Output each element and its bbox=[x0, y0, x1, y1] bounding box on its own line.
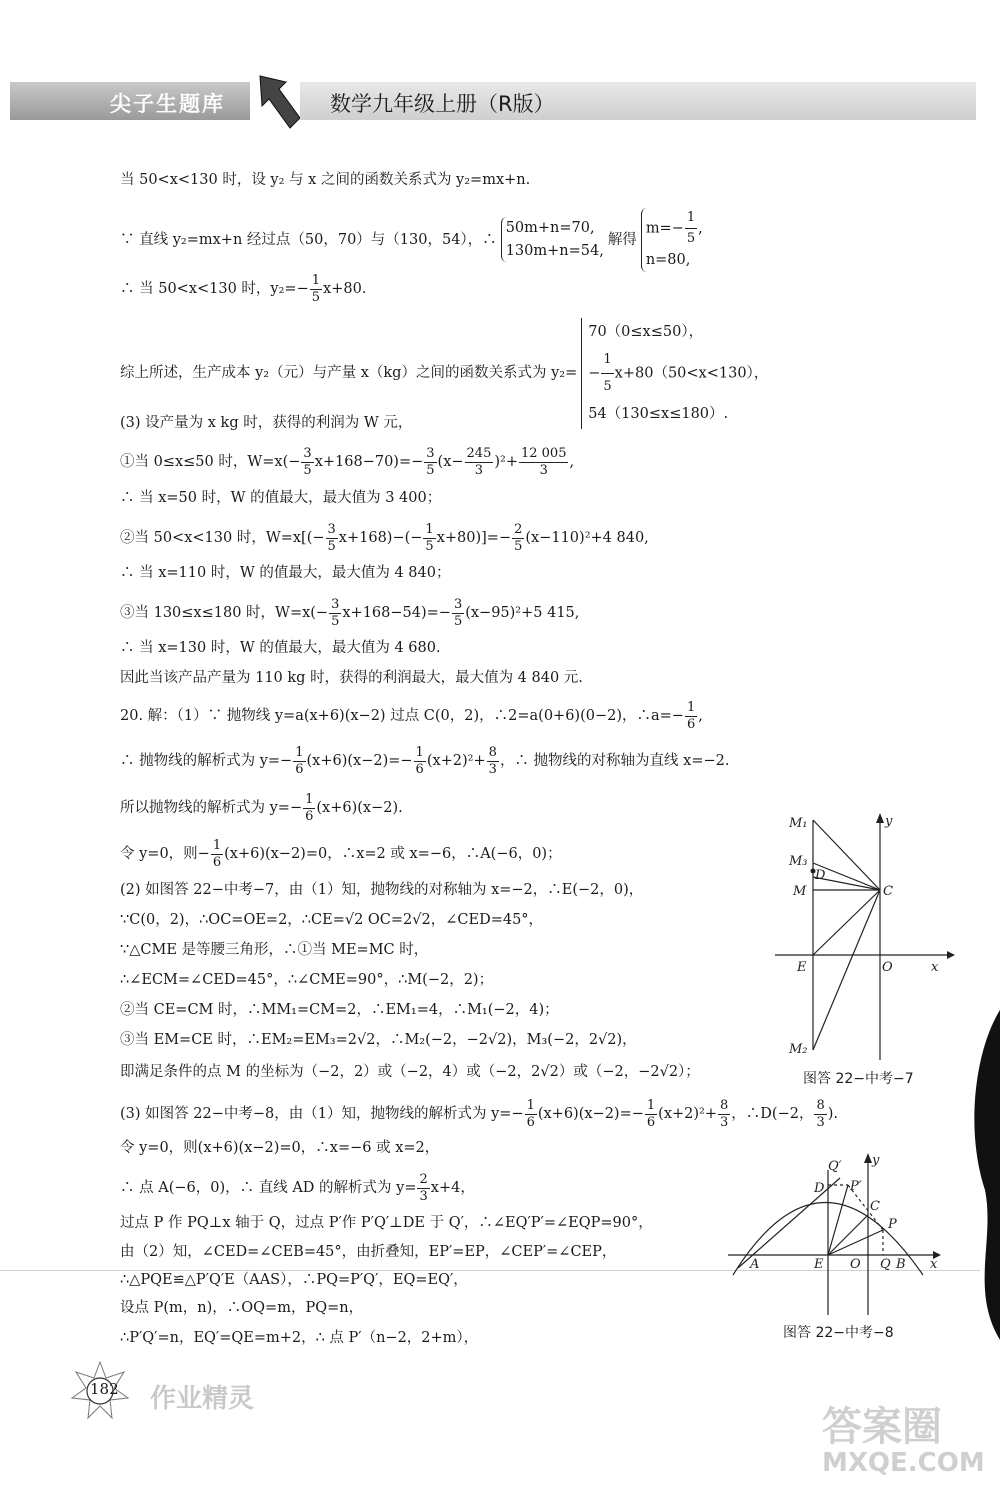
label-x: x bbox=[930, 1257, 938, 1272]
equation-system: 50m+n=70, 130m+n=54, bbox=[501, 217, 604, 262]
label-m3: M₃ bbox=[789, 854, 808, 869]
figure-22-7 bbox=[775, 805, 955, 1065]
text-line: 设点 P(m，n)，∴OQ=m，PQ=n， bbox=[120, 1300, 364, 1316]
text-line: ∴∠ECM=∠CED=45°，∴∠CME=90°，∴M(−2，2)； bbox=[120, 972, 494, 988]
label-q-prime: Q′ bbox=[828, 1159, 842, 1174]
text-line: 因此当该产品产量为 110 kg 时，获得的利润最大，最大值为 4 840 元. bbox=[120, 670, 583, 686]
scan-shadow bbox=[955, 1010, 1000, 1340]
text-line: ∵△CME 是等腰三角形，∴①当 ME=MC 时， bbox=[120, 942, 429, 958]
label-b: B bbox=[896, 1257, 906, 1272]
watermark-logo: 答案圈 bbox=[822, 1404, 942, 1450]
figure-22-8 bbox=[728, 1150, 950, 1320]
label-q: Q bbox=[880, 1257, 891, 1272]
label-a: A bbox=[750, 1257, 760, 1272]
text-line: ∴ 当 50<x<130 时，y₂=− $\frac{1}{5}$ x+80. bbox=[120, 273, 367, 305]
piecewise-function: 70（0≤x≤50）， − $\frac{1}{5}$ x+80（50<x<130）， 54（130≤x≤180）. bbox=[581, 318, 768, 429]
text-line: ∵ 直线 y₂=mx+n 经过点（50，70）与（130，54），∴ 50m+n=70, 130m+n=54, 解得 m=− $\frac{1}{5}$ , n=80, bbox=[120, 208, 707, 272]
text-line: 综上所述，生产成本 y₂（元）与产量 x（kg）之间的函数关系式为 y₂= 70（0≤x≤50）， − $\frac{1}{5}$ x+80（50<x<130）， 54（130≤x≤180）. bbox=[120, 318, 768, 429]
page-header bbox=[0, 74, 1000, 144]
watermark-url: MXQE.COM bbox=[822, 1448, 985, 1478]
arrow-icon bbox=[252, 74, 302, 130]
text-line: 所以抛物线的解析式为 y=− $\frac{1}{6}$ (x+6)(x−2). bbox=[120, 792, 403, 824]
footer-brand: 作业精灵 bbox=[150, 1384, 255, 1414]
label-y: y bbox=[885, 814, 893, 829]
figure-8-caption: 图答 22−中考−8 bbox=[783, 1325, 894, 1341]
label-p: P bbox=[888, 1217, 897, 1232]
text-line: 20. 解：（1）∵ 抛物线 y=a(x+6)(x−2) 过点 C(0，2)，∴2=a(0+6)(0−2)，∴a=− $\frac{1}{6}$ , bbox=[120, 700, 703, 732]
label-d: D bbox=[815, 868, 826, 883]
text-line: ∴△PQE≌△P′Q′E（AAS），∴PQ=P′Q′，EQ=EQ′， bbox=[120, 1272, 468, 1288]
text-line: ∴ 当 x=50 时，W 的值最大，最大值为 3 400； bbox=[120, 490, 442, 506]
text-line: ②当 CE=CM 时，∴MM₁=CM=2，∴EM₁=4，∴M₁(−2，4)； bbox=[120, 1002, 559, 1018]
text-line: ∴ 抛物线的解析式为 y=− $\frac{1}{6}$ (x+6)(x−2)=− $\frac{1}{6}$ (x+2)²+ $\frac{8}{3}$ ，∴ 抛物线的对称轴为直线 x=−2. bbox=[120, 745, 730, 777]
header-series-title: 尖子生题库 bbox=[110, 92, 225, 116]
text-line: (3) 如图答 22−中考−8，由（1）知，抛物线的解析式为 y=− $\frac{1}{6}$ (x+6)(x−2)=− $\frac{1}{6}$ (x+2)²+ $\frac{8}{3}$ ，∴D(−2， $\frac{8}{3}$ ). bbox=[120, 1098, 839, 1130]
text-line: (2) 如图答 22−中考−7，由（1）知，抛物线的对称轴为 x=−2，∴E(−2，0)， bbox=[120, 882, 644, 898]
label-e: E bbox=[814, 1257, 824, 1272]
solution-system: m=− $\frac{1}{5}$ , n=80, bbox=[641, 208, 703, 272]
label-y: y bbox=[872, 1153, 880, 1168]
text-line: 过点 P 作 PQ⊥x 轴于 Q，过点 P′作 P′Q′⊥DE 于 Q′，∴∠EQ′P′=∠EQP=90°， bbox=[120, 1215, 653, 1231]
label-m1: M₁ bbox=[789, 816, 808, 831]
label-o: O bbox=[850, 1257, 861, 1272]
text-line: ∵C(0，2)，∴OC=OE=2，∴CE=√2 OC=2√2，∠CED=45°， bbox=[120, 912, 544, 928]
text-line: ③当 130≤x≤180 时，W=x(− $\frac{3}{5}$ x+168−54)=− $\frac{3}{5}$ (x−95)²+5 415, bbox=[120, 597, 580, 629]
text-line: ③当 EM=CE 时，∴EM₂=EM₃=2√2，∴M₂(−2，−2√2)，M₃(−2，2√2)， bbox=[120, 1032, 637, 1048]
text-line: 当 50<x<130 时，设 y₂ 与 x 之间的函数关系式为 y₂=mx+n. bbox=[120, 172, 531, 188]
label-d: D bbox=[814, 1181, 825, 1196]
header-subject-title: 数学九年级上册（R版） bbox=[330, 92, 555, 116]
text-line: ∴ 当 x=110 时，W 的值最大，最大值为 4 840； bbox=[120, 565, 451, 581]
text-line: ∴ 点 A(−6，0)，∴ 直线 AD 的解析式为 y= $\frac{2}{3}$ x+4， bbox=[120, 1172, 475, 1204]
label-p-prime: P′ bbox=[850, 1179, 862, 1194]
label-e: E bbox=[797, 960, 807, 975]
text-line: 令 y=0，则(x+6)(x−2)=0，∴x=−6 或 x=2， bbox=[120, 1140, 440, 1156]
label-m: M bbox=[793, 884, 807, 899]
page-number: 182 bbox=[90, 1380, 119, 1398]
label-x: x bbox=[931, 960, 939, 975]
text-line: 令 y=0，则− $\frac{1}{6}$ (x+6)(x−2)=0，∴x=2 或 x=−6，∴A(−6，0)； bbox=[120, 838, 562, 870]
label-m2: M₂ bbox=[789, 1042, 808, 1057]
text-line: ①当 0≤x≤50 时，W=x(− $\frac{3}{5}$ x+168−70)=− $\frac{3}{5}$ (x− $\frac{245}{3}$ )²+ $\frac{12 005}{3}$ , bbox=[120, 446, 575, 478]
text-line: ∴P′Q′=n，EQ′=QE=m+2，∴ 点 P′（n−2，2+m）， bbox=[120, 1330, 479, 1346]
figure-7-caption: 图答 22−中考−7 bbox=[803, 1071, 914, 1087]
label-c: C bbox=[870, 1199, 880, 1214]
text-line: ②当 50<x<130 时，W=x[(− $\frac{3}{5}$ x+168)−(− $\frac{1}{5}$ x+80)]=− $\frac{2}{5}$ (x−110)²+4 840, bbox=[120, 522, 649, 554]
label-o: O bbox=[882, 960, 893, 975]
text-line: 由（2）知，∠CED=∠CEB=45°，由折叠知，EP′=EP，∠CEP′=∠CEP， bbox=[120, 1244, 617, 1260]
label-c: C bbox=[883, 884, 893, 899]
text-line: ∴ 当 x=130 时，W 的值最大，最大值为 4 680. bbox=[120, 640, 441, 656]
text-line: (3) 设产量为 x kg 时，获得的利润为 W 元， bbox=[120, 415, 413, 431]
text-line: 即满足条件的点 M 的坐标为（−2，2）或（−2，4）或（−2，2√2）或（−2，−2√2）； bbox=[120, 1064, 700, 1080]
